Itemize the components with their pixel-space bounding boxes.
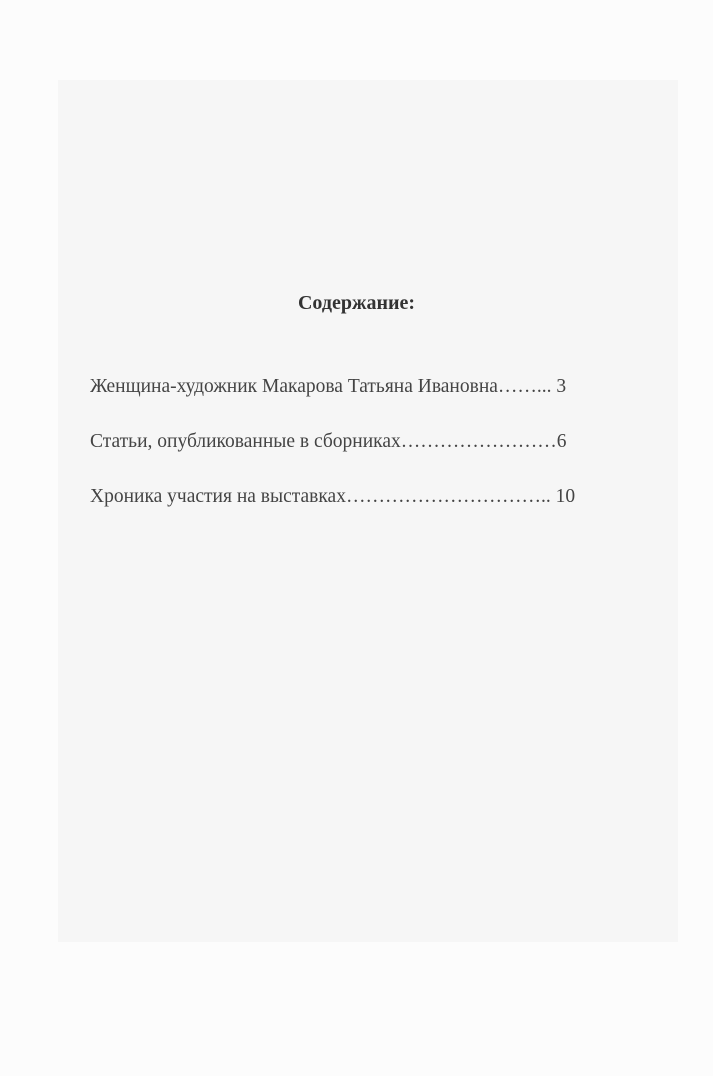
toc-entry: Хроника участия на выставках………………………….. 10 (90, 486, 576, 507)
table-of-contents (90, 374, 650, 539)
toc-entry: Женщина-художник Макарова Татьяна Ивановна……... 3 (90, 376, 567, 397)
toc-entry: Статьи, опубликованные в сборниках……………………6 (90, 431, 567, 452)
page-title: Содержание: (297, 292, 416, 314)
